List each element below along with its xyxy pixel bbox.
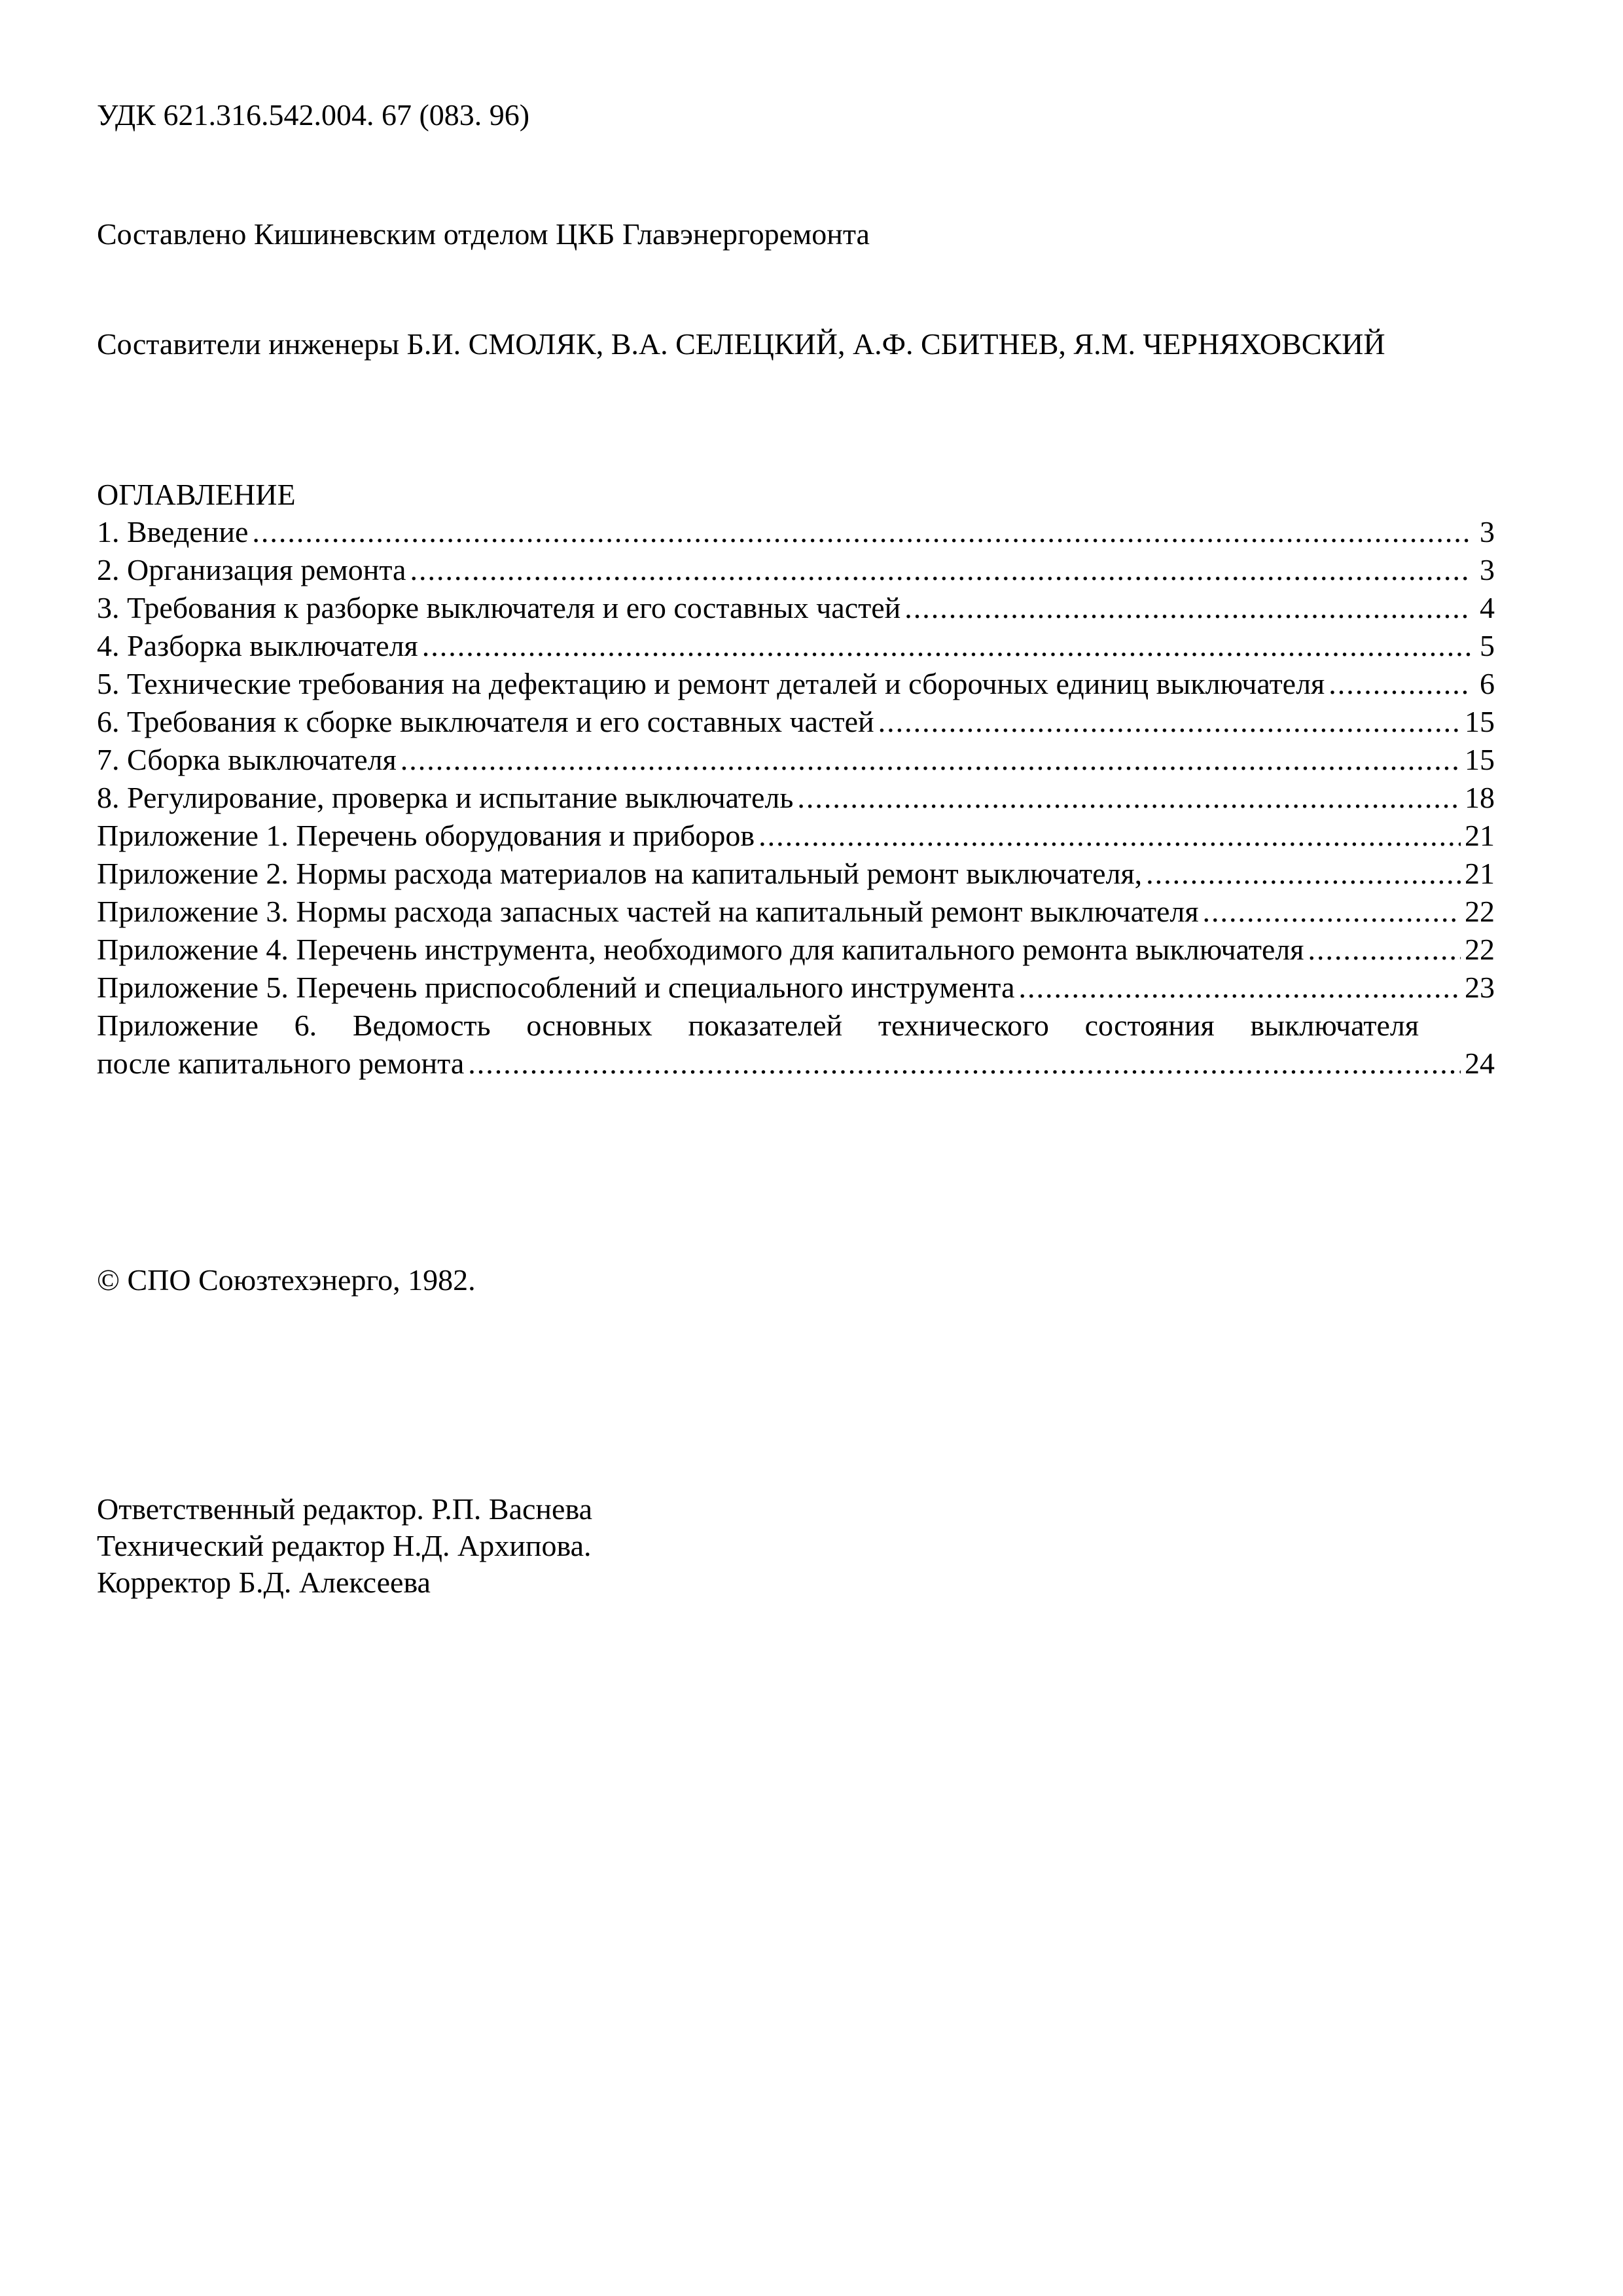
toc-leader-dots [1146, 855, 1461, 893]
toc-entry-page: 4 [1480, 591, 1495, 624]
toc-leader-dots [401, 741, 1461, 779]
toc-entry-page: 6 [1480, 667, 1495, 700]
toc-entry-title-line-1: Приложение 6. Ведомость основных показателей технического состояния выключателя [97, 1009, 1419, 1042]
table-of-contents [97, 513, 1495, 1083]
toc-entry-6[interactable] [97, 703, 1495, 741]
toc-entry-3[interactable] [97, 589, 1495, 627]
udc-code: УДК 621.316.542.004. 67 (083. 96) [97, 98, 530, 132]
toc-entry-appendix-4[interactable] [97, 931, 1495, 969]
toc-entry-title: 3. Требования к разборке выключателя и его составных частей [97, 591, 901, 624]
toc-entry-page: 23 [1465, 971, 1495, 1004]
toc-entry-page: 22 [1465, 895, 1495, 928]
toc-entry-appendix-5[interactable] [97, 969, 1495, 1007]
toc-entry-title: 1. Введение [97, 515, 249, 548]
toc-leader-dots [758, 817, 1461, 855]
toc-entry-title: 7. Сборка выключателя [97, 743, 397, 776]
toc-entry-title: Приложение 3. Нормы расхода запасных частей на капитальный ремонт выключателя [97, 895, 1199, 928]
toc-entry-page: 15 [1465, 743, 1495, 776]
toc-entry-title: 5. Технические требования на дефектацию и ремонт деталей и сборочных единиц выключателя [97, 667, 1325, 700]
toc-entry-5[interactable] [97, 665, 1495, 703]
toc-entry-title: Приложение 5. Перечень приспособлений и специального инструмента [97, 971, 1015, 1004]
toc-entry-appendix-3[interactable] [97, 893, 1495, 931]
toc-entry-title: Приложение 2. Нормы расхода материалов на капитальный ремонт выключателя, [97, 857, 1143, 890]
toc-entry-8[interactable] [97, 779, 1495, 817]
toc-entry-2[interactable] [97, 551, 1495, 589]
toc-entry-page: 22 [1465, 933, 1495, 966]
toc-leader-dots [422, 627, 1471, 665]
compiled-by-line: Составлено Кишиневским отделом ЦКБ Главэнергоремонта [97, 217, 870, 251]
toc-entry-page: 21 [1465, 857, 1495, 890]
toc-leader-dots [1203, 893, 1461, 931]
toc-entry-appendix-6[interactable] [97, 1007, 1495, 1083]
copyright-notice: © СПО Союзтехэнерго, 1982. [97, 1263, 476, 1297]
toc-entry-page: 15 [1465, 705, 1495, 738]
toc-entry-page: 21 [1465, 819, 1495, 852]
toc-entry-title: 4. Разборка выключателя [97, 629, 418, 662]
toc-leader-dots [1018, 969, 1461, 1007]
toc-entry-1[interactable] [97, 513, 1495, 551]
technical-editor: Технический редактор Н.Д. Архипова. [97, 1529, 592, 1562]
toc-entry-title: Приложение 1. Перечень оборудования и приборов [97, 819, 755, 852]
toc-heading: ОГЛАВЛЕНИЕ [97, 478, 296, 511]
toc-entry-title: Приложение 4. Перечень инструмента, необходимого для капитального ремонта выключателя [97, 933, 1304, 966]
proofreader: Корректор Б.Д. Алексеева [97, 1566, 431, 1599]
toc-leader-dots [252, 513, 1471, 551]
toc-entry-appendix-1[interactable] [97, 817, 1495, 855]
toc-entry-page: 3 [1480, 553, 1495, 586]
toc-entry-title: 2. Организация ремонта [97, 553, 406, 586]
toc-entry-4[interactable] [97, 627, 1495, 665]
toc-leader-dots [468, 1045, 1461, 1083]
toc-leader-dots [797, 779, 1461, 817]
toc-leader-dots [1329, 665, 1471, 703]
toc-entry-title-line-2: после капитального ремонта [97, 1047, 465, 1080]
toc-leader-dots [1308, 931, 1461, 969]
toc-entry-page: 18 [1465, 781, 1495, 814]
toc-entry-title: 8. Регулирование, проверка и испытание выключатель [97, 781, 794, 814]
toc-entry-page: 5 [1480, 629, 1495, 662]
toc-leader-dots [410, 551, 1471, 589]
toc-entry-title: 6. Требования к сборке выключателя и его составных частей [97, 705, 874, 738]
toc-leader-dots [878, 703, 1461, 741]
toc-entry-appendix-2[interactable] [97, 855, 1495, 893]
responsible-editor: Ответственный редактор. Р.П. Васнева [97, 1492, 593, 1526]
authors-line: Составители инженеры Б.И. СМОЛЯК, В.А. СЕЛЕЦКИЙ, А.Ф. СБИТНЕВ, Я.М. ЧЕРНЯХОВСКИЙ [97, 327, 1385, 361]
toc-entry-page: 3 [1480, 515, 1495, 548]
toc-leader-dots [904, 589, 1471, 627]
toc-entry-page: 24 [1465, 1047, 1495, 1080]
toc-entry-7[interactable] [97, 741, 1495, 779]
